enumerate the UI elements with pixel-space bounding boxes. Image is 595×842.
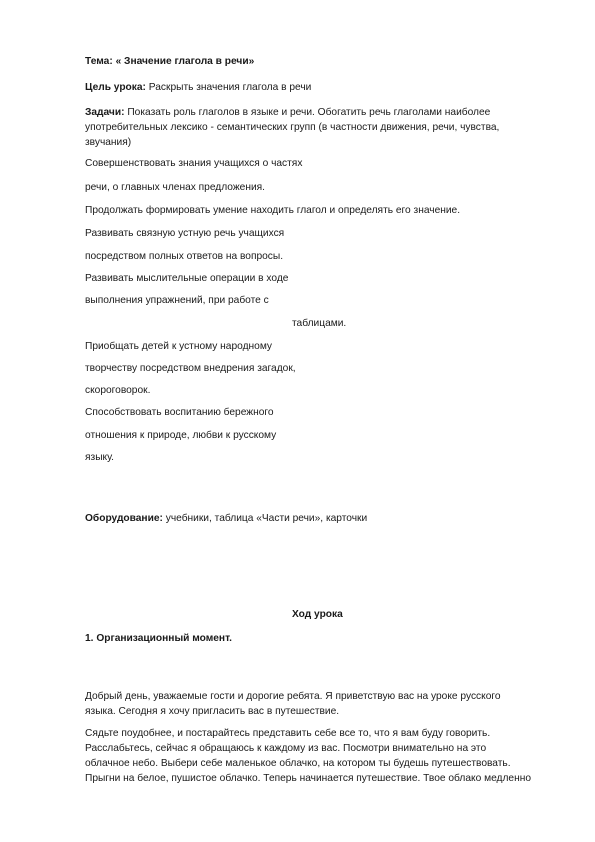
task-item: языку. xyxy=(85,452,114,463)
task-item: Приобщать детей к устному народному xyxy=(85,341,273,352)
paragraph-line: Сядьте поудобнее, и постарайтесь представить себе все то, что я вам буду говорить. xyxy=(85,728,491,739)
task-item: отношения к природе, любви к русскому xyxy=(85,430,277,441)
paragraph-line: языка. Сегодня я хочу пригласить вас в путешествие. xyxy=(85,706,340,717)
task-item: выполнения упражнений, при работе с xyxy=(85,295,269,306)
goal-value: Раскрыть значения глагола в речи xyxy=(148,82,312,93)
course-title: Ход урока xyxy=(292,609,343,620)
section-heading: 1. Организационный момент. xyxy=(85,633,233,644)
task-item: Развивать мыслительные операции в ходе xyxy=(85,273,289,284)
equipment-label: Оборудование: xyxy=(85,513,163,524)
topic-label: Тема: xyxy=(85,56,113,67)
goal-label: Цель урока: xyxy=(85,82,146,93)
task-item: таблицами. xyxy=(292,318,347,329)
tasks-text: Показать роль глаголов в языке и речи. Обогатить речь глаголами наиболее xyxy=(127,107,491,118)
task-item: Развивать связную устную речь учащихся xyxy=(85,228,285,239)
topic-value: « Значение глагола в речи» xyxy=(115,56,255,67)
equipment-line xyxy=(85,512,367,525)
task-item: речи, о главных членах предложения. xyxy=(85,182,265,193)
paragraph-line: Добрый день, уважаемые гости и дорогие ребята. Я приветствую вас на уроке русского xyxy=(85,691,501,702)
topic-line xyxy=(85,55,254,68)
paragraph-line: облачное небо. Выбери себе маленькое облачко, на котором ты будешь путешествовать. xyxy=(85,758,511,769)
tasks-line-1 xyxy=(85,106,490,119)
task-item: Продолжать формировать умение находить глагол и определять его значение. xyxy=(85,205,461,216)
tasks-label: Задачи: xyxy=(85,107,125,118)
task-item: Совершенствовать знания учащихся о частях xyxy=(85,158,303,169)
task-item: Способствовать воспитанию бережного xyxy=(85,407,274,418)
paragraph-line: Расслабьтесь, сейчас я обращаюсь к каждому из вас. Посмотри внимательно на это xyxy=(85,743,487,754)
task-item: творчеству посредством внедрения загадок, xyxy=(85,363,296,374)
equipment-value: учебники, таблица «Части речи», карточки xyxy=(165,513,368,524)
task-item: посредством полных ответов на вопросы. xyxy=(85,251,284,262)
tasks-line-3: звучания) xyxy=(85,137,132,148)
paragraph-line: Прыгни на белое, пушистое облачко. Теперь начинается путешествие. Твое облако медленно xyxy=(85,773,532,784)
task-item: скороговорок. xyxy=(85,385,151,396)
tasks-line-2: употребительных лексико - семантических групп (в частности движения, речи, чувства, xyxy=(85,122,500,133)
goal-line xyxy=(85,81,311,94)
